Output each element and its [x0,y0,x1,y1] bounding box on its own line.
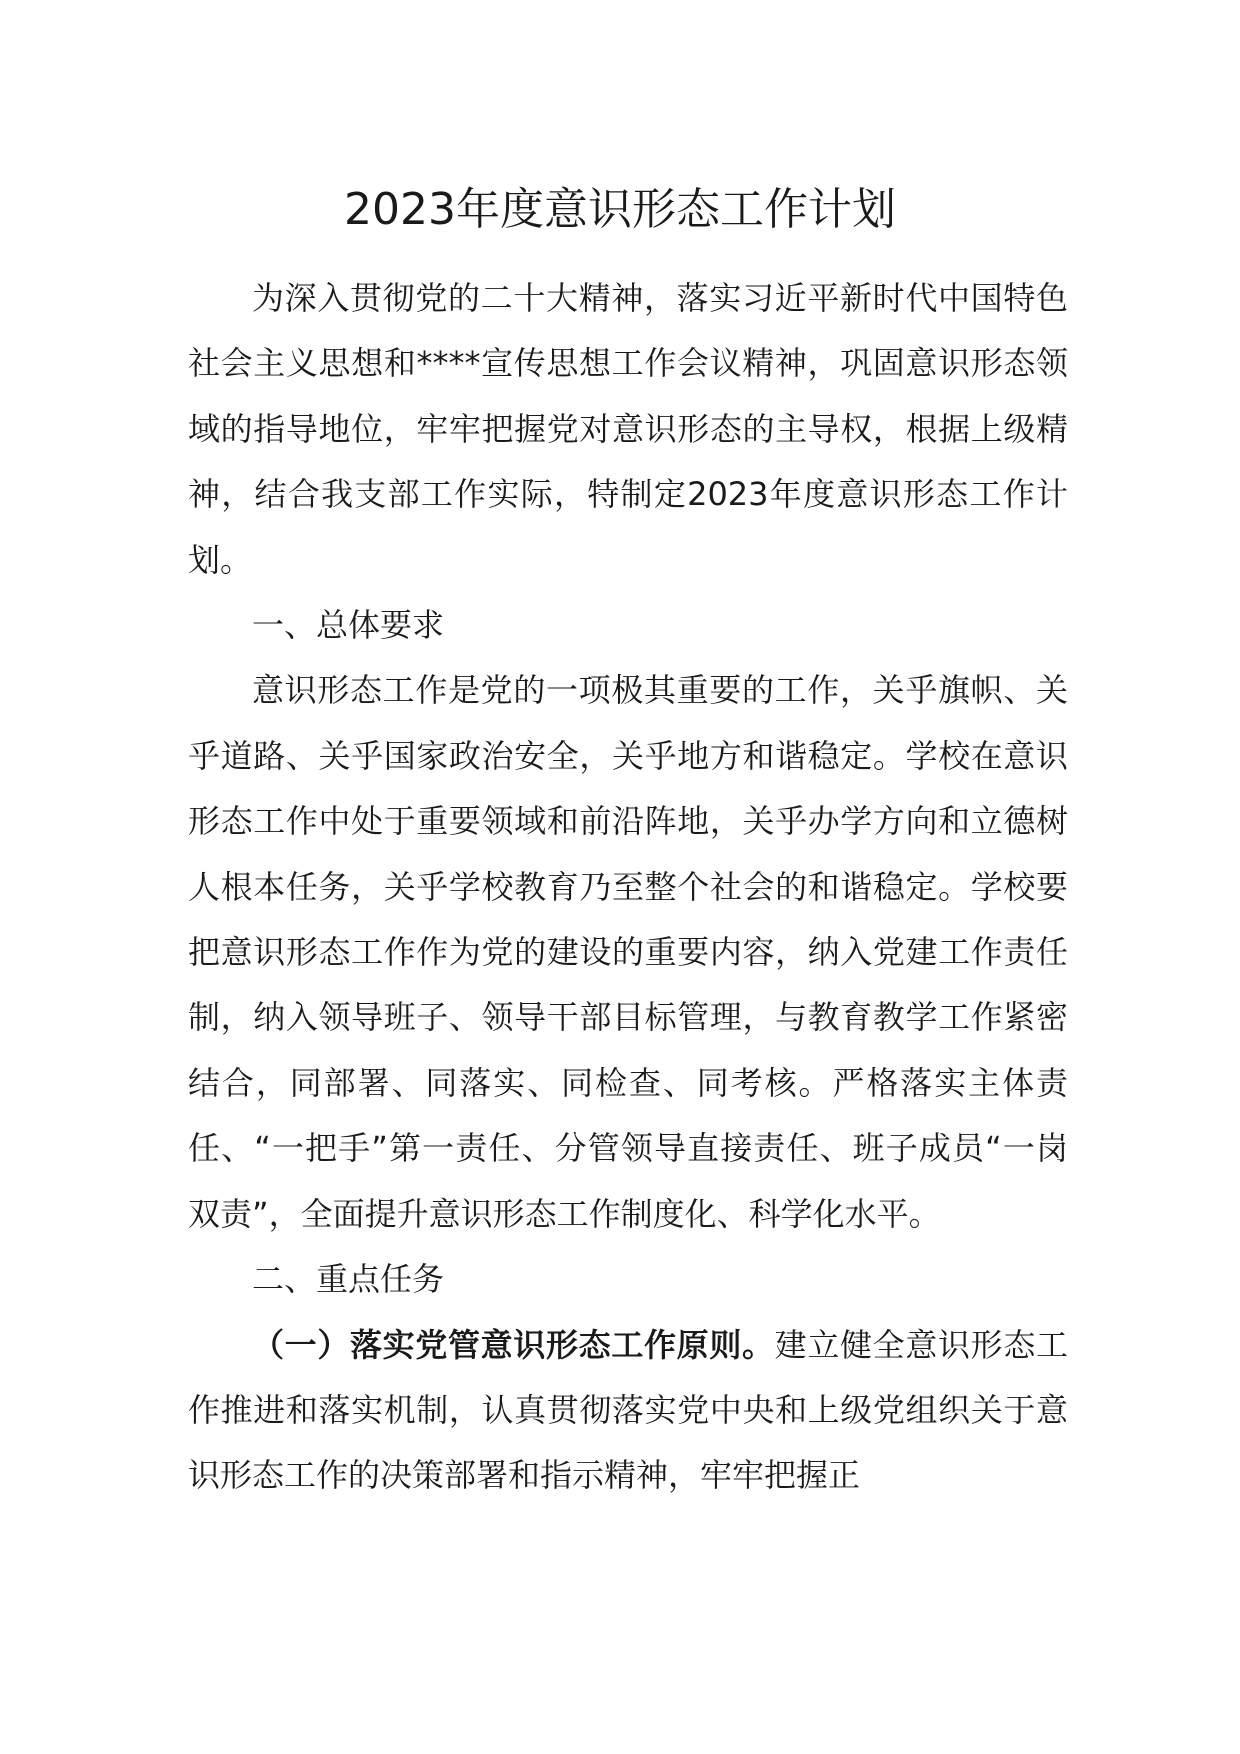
section-heading-key-tasks: 二、重点任务 [252,1260,445,1299]
intro-paragraph: 为深入贯彻党的二十大精神，落实习近平新时代中国特色社会主义思想和****宣传思想工作会议精神，巩固意识形态领域的指导地位，牢牢把握党对意识形态的主导权，根据上级精神，结合我支部工作实际，特制定2023年度意识形态工作计划。 [188,279,1068,579]
general-requirements-paragraph: 意识形态工作是党的一项极其重要的工作，关乎旗帜、关乎道路、关乎国家政治安全，关乎地方和谐稳定。学校在意识形态工作中处于重要领域和前沿阵地，关乎办学方向和立德树人根本任务，关乎学校教育乃至整个社会的和谐稳定。学校要把意识形态工作作为党的建设的重要内容，纳入党建工作责任制，纳入领导班子、领导干部目标管理，与教育教学工作紧密结合，同部署、同落实、同检查、同考核。严格落实主体责任、“一把手”第一责任、分管领导直接责任、班子成员“一岗双责”，全面提升意识形态工作制度化、科学化水平。 [188,671,1068,1233]
key-task-item-1-lead: （一）落实党管意识形态工作原则。 [252,1325,775,1364]
document-title: 2023年度意识形态工作计划 [344,184,896,235]
document-body [188,266,1068,1509]
key-task-item-1-body: 建立健全意识形态工作推进和落实机制，认真贯彻落实党中央和上级党组织关于意识形态工作的决策部署和指示精神，牢牢把握正 [188,1325,1068,1495]
section-heading-general-requirements: 一、总体要求 [252,606,445,645]
key-task-item-1 [188,1313,1068,1509]
